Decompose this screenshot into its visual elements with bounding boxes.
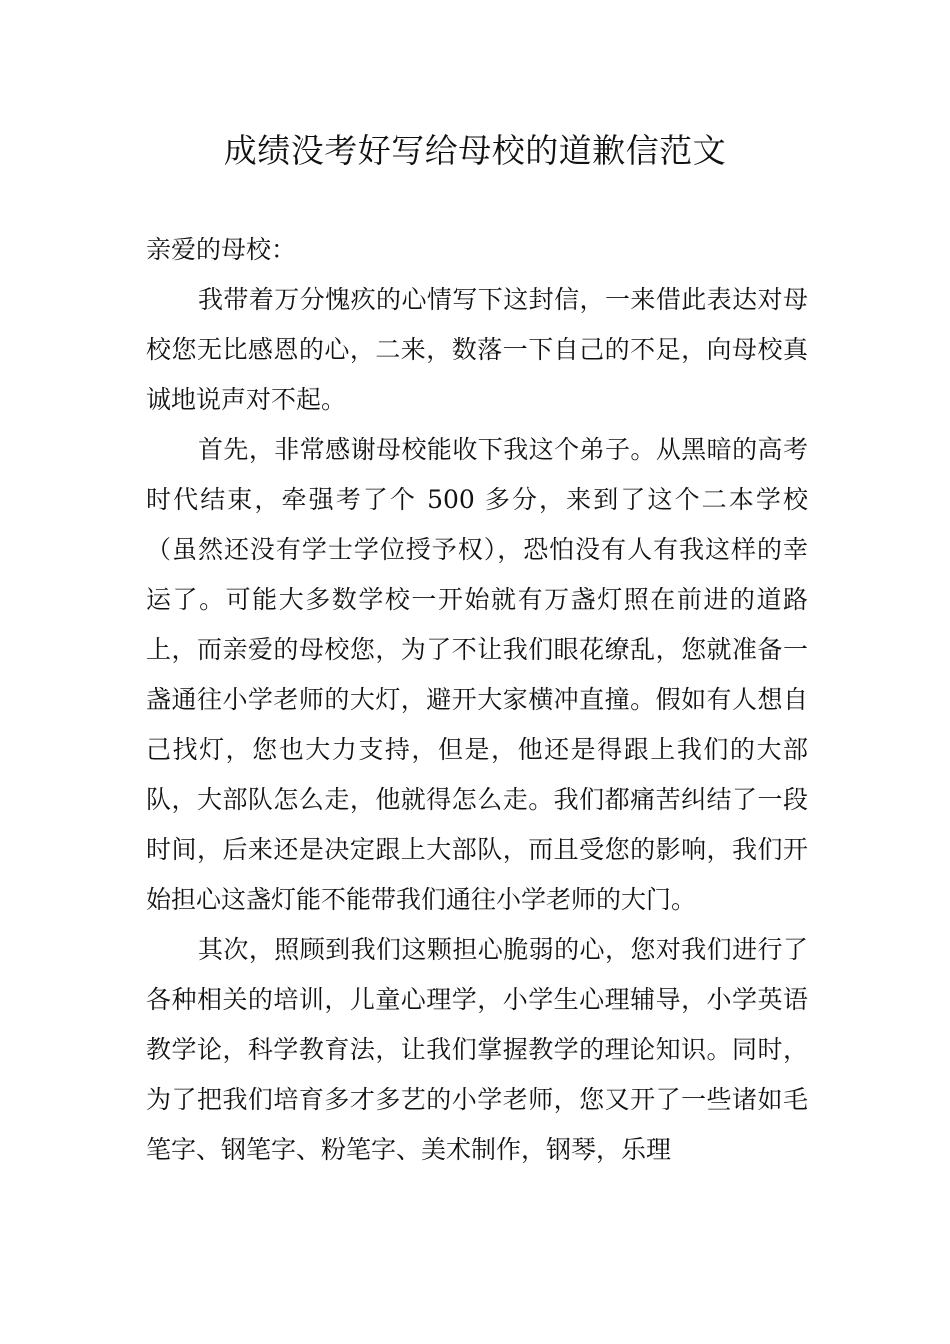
salutation: 亲爱的母校： xyxy=(146,235,297,264)
letter-body xyxy=(146,225,808,1175)
document-title: 成绩没考好写给母校的道歉信范文 xyxy=(223,131,727,170)
paragraph-1: 我带着万分愧疚的心情写下这封信，一来借此表达对母校您无比感恩的心，二来，数落一下自己的不足，向母校真诚地说声对不起。 xyxy=(146,285,808,414)
paragraph-3: 其次，照顾到我们这颗担心脆弱的心，您对我们进行了各种相关的培训，儿童心理学，小学生心理辅导，小学英语教学论，科学教育法，让我们掌握教学的理论知识。同时，为了把我们培育多才多艺的小学老师，您又开了一些诸如毛笔字、钢笔字、粉笔字、美术制作，钢琴，乐理 xyxy=(146,935,808,1164)
paragraph-2: 首先，非常感谢母校能收下我这个弟子。从黑暗的高考时代结束，牵强考了个 500 多分，来到了这个二本学校（虽然还没有学士学位授予权），恐怕没有人有我这样的幸运了。可能大多数学校一开始就有万盏灯照在前进的道路上，而亲爱的母校您，为了不让我们眼花缭乱，您就准备一盏通往小学老师的大灯，避开大家横冲直撞。假如有人想自己找灯，您也大力支持，但是，他还是得跟上我们的大部队，大部队怎么走，他就得怎么走。我们都痛苦纠结了一段时间，后来还是决定跟上大部队，而且受您的影响，我们开始担心这盏灯能不能带我们通往小学老师的大门。 xyxy=(146,435,808,914)
